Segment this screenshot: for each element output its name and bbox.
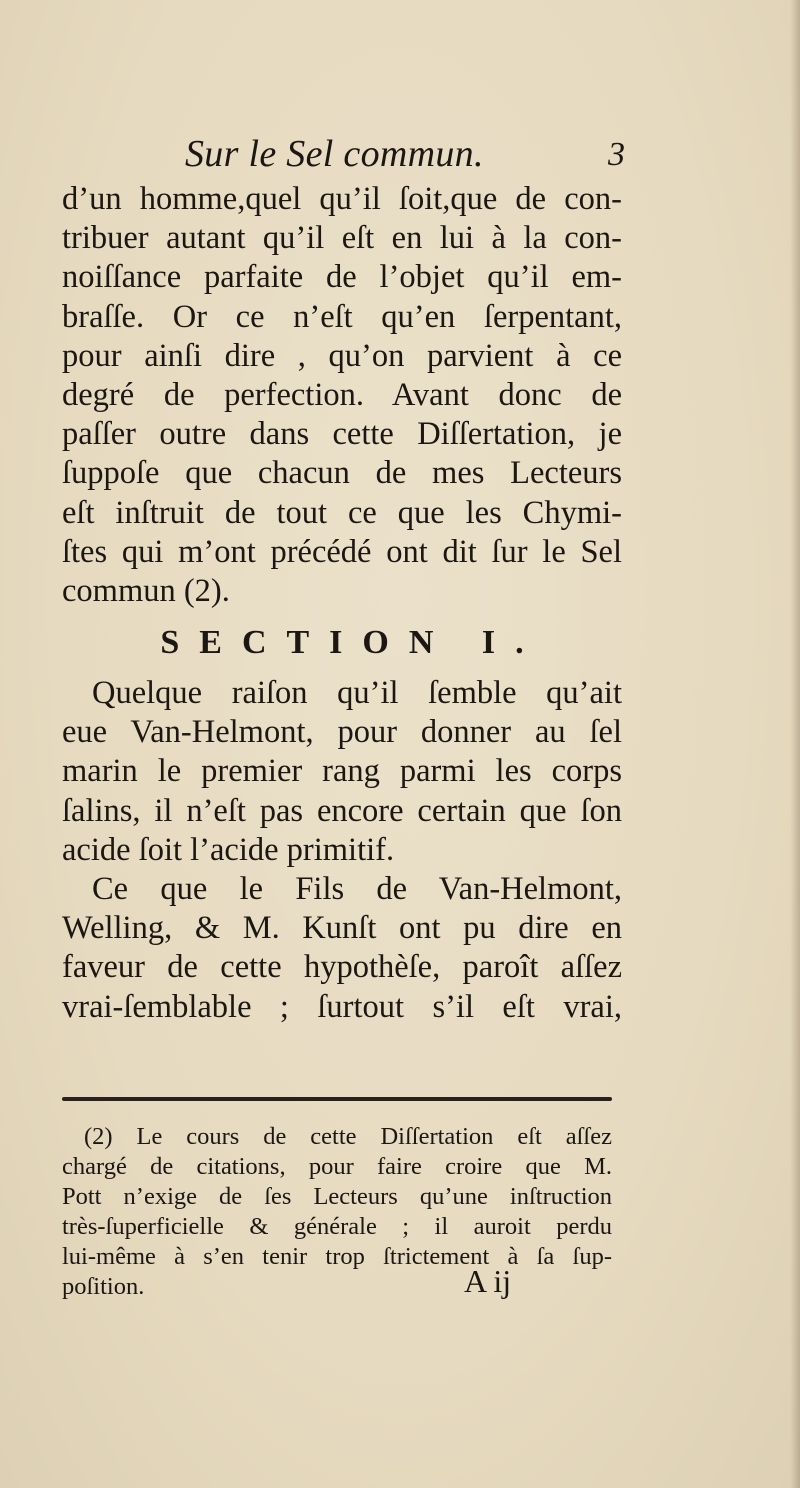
text-line: eue Van-Helmont, pour donner au ſel — [62, 714, 622, 751]
footnote-line: Pott n’exige de ſes Lecteurs qu’une inſtruction — [62, 1183, 612, 1210]
page-edge-shadow — [790, 0, 800, 1488]
page-number: 3 — [608, 136, 625, 173]
text-line: pour ainſi dire , qu’on parvient à ce — [62, 337, 622, 374]
footnote-line: lui-même à s’en tenir trop ſtrictement à ſa ſup- — [62, 1243, 612, 1270]
text-line: acide ſoit l’acide primitif. — [62, 831, 395, 868]
text-line: ſtes qui m’ont précédé ont dit ſur le Sel — [62, 533, 622, 570]
text-line: eſt inſtruit de tout ce que les Chymi- — [62, 494, 622, 531]
signature-mark: A ij — [464, 1263, 512, 1299]
page-header — [185, 132, 625, 180]
text-line: ſuppoſe que chacun de mes Lecteurs — [62, 455, 622, 492]
text-line: vrai-ſemblable ; ſurtout s’il eſt vrai, — [62, 988, 622, 1025]
footnote-line: (2) Le cours de cette Diſſertation eſt aſſez — [84, 1123, 612, 1150]
footnote-line: très-ſuperficielle & générale ; il auroit perdu — [62, 1213, 612, 1240]
section-heading: SECTION I. — [160, 624, 544, 662]
footnote-rule — [62, 1097, 612, 1101]
text-line: tribuer autant qu’il eſt en lui à la con- — [62, 220, 622, 257]
text-line: Ce que le Fils de Van-Helmont, — [92, 871, 622, 907]
text-line: degré de perfection. Avant donc de — [62, 376, 622, 413]
text-line: faveur de cette hypothèſe, paroît aſſez — [62, 949, 622, 986]
text-line: noiſſance parfaite de l’objet qu’il em- — [62, 259, 622, 296]
footnote-line: poſition. — [62, 1273, 145, 1300]
text-line: ſalins, il n’eſt pas encore certain que ſon — [62, 792, 622, 829]
text-line: paſſer outre dans cette Diſſertation, je — [62, 416, 622, 453]
text-line: d’un homme,quel qu’il ſoit,que de con- — [62, 181, 622, 217]
running-title: Sur le Sel commun. — [185, 133, 484, 175]
footnote — [62, 1122, 612, 1302]
footnote-line: chargé de citations, pour faire croire que M. — [62, 1153, 612, 1180]
text-line: marin le premier rang parmi les corps — [62, 753, 622, 790]
text-line: commun (2). — [62, 572, 230, 609]
body-text — [62, 180, 622, 1027]
text-line: Welling, & M. Kunſt ont pu dire en — [62, 910, 622, 947]
text-line: Quelque raiſon qu’il ſemble qu’ait — [92, 675, 622, 712]
text-line: braſſe. Or ce n’eſt qu’en ſerpentant, — [62, 298, 622, 335]
